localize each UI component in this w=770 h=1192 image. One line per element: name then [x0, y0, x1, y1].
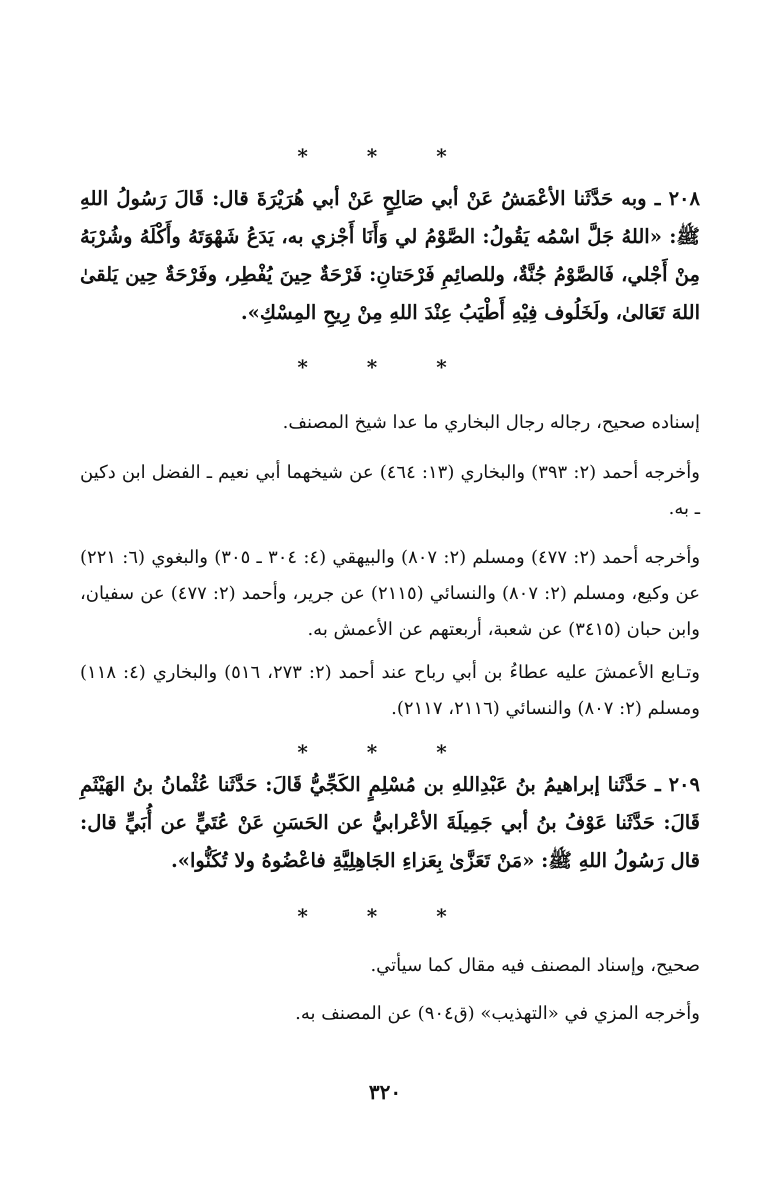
separator-stars: * * *	[297, 904, 473, 928]
note-paragraph: وأخرجه أحمد (٢: ٣٩٣) والبخاري (١٣: ٤٦٤) عن شيخهما أبي نعيم ـ الفضل ابن دكين ـ به.	[80, 462, 700, 519]
hadith-209-text: ٢٠٩ ـ حَدَّثَنا إبراهيمُ بنُ عَبْدِاللهِ بن مُسْلِمٍ الكَجِّيُّ قَالَ: حَدَّثَنا عُثْمانُ بنُ الهَيْثَمِ قَالَ: حَدَّثَنا عَوْفُ بنُ أبي جَمِيلَةَ الأعْرابيُّ عن الحَسَنِ عَنْ عُتَيٍّ عن أُبَيٍّ قال: قال رَسُولُ اللهِ ﷺ: «مَنْ تَعَزَّىٰ بِعَزاءِ الجَاهِلِيَّةِ فاعْضُوهُ ولا تُكَنُّوا».	[80, 773, 700, 872]
separator-stars: * * *	[297, 740, 473, 764]
note-paragraph: وأخرجه أحمد (٢: ٤٧٧) ومسلم (٢: ٨٠٧) والبيهقي (٤: ٣٠٤ ـ ٣٠٥) والبغوي (٦: ٢٢١) عن وكيع، ومسلم (٢: ٨٠٧) والنسائي (٢١١٥) عن جرير، وأحمد (٢: ٤٧٧) عن سفيان، وابن حبان (٣٤١٥) عن شعبة، أربعتهم عن الأعمش به.	[80, 547, 701, 640]
separator-stars: * * *	[297, 355, 473, 379]
note-paragraph: صحيح، وإسناد المصنف فيه مقال كما سيأتي.	[370, 955, 700, 976]
note-paragraph: وأخرجه المزي في «التهذيب» (ق٩٠٤) عن المصنف به.	[295, 1003, 700, 1024]
page-number: ٣٢٠	[368, 1080, 402, 1104]
separator-stars: * * *	[297, 144, 473, 168]
hadith-208-text: ٢٠٨ ـ وبه حَدَّثَنا الأعْمَشُ عَنْ أبي صَالِحٍ عَنْ أبي هُرَيْرَةَ قال: قَالَ رَسُولُ اللهِ ﷺ: «اللهُ جَلَّ اسْمُه يَقُولُ: الصَّوْمُ لي وَأَنَا أَجْزي به، يَدَعُ شَهْوَتَهُ وأَكْلَهُ وشُرْبَهُ مِنْ أَجْلي، فَالصَّوْمُ جُنَّةٌ، وللصائِمِ فَرْحَتانِ: فَرْحَةٌ حِينَ يُفْطِر، وفَرْحَةٌ حِين يَلقىٰ اللهَ تَعَالىٰ، ولَخَلُوف فِيْهِ أَطْيَبُ عِنْدَ اللهِ مِنْ رِيحِ المِسْكِ».	[80, 187, 700, 324]
note-paragraph: وتـابع الأعمشَ عليه عطاءُ بن أبي رباح عند أحمد (٢: ٢٧٣، ٥١٦) والبخاري (٤: ١١٨) ومسلم (٢: ٨٠٧) والنسائي (٢١١٦، ٢١١٧).	[80, 662, 700, 719]
note-paragraph: إسناده صحيح، رجاله رجال البخاري ما عدا شيخ المصنف.	[282, 412, 700, 433]
